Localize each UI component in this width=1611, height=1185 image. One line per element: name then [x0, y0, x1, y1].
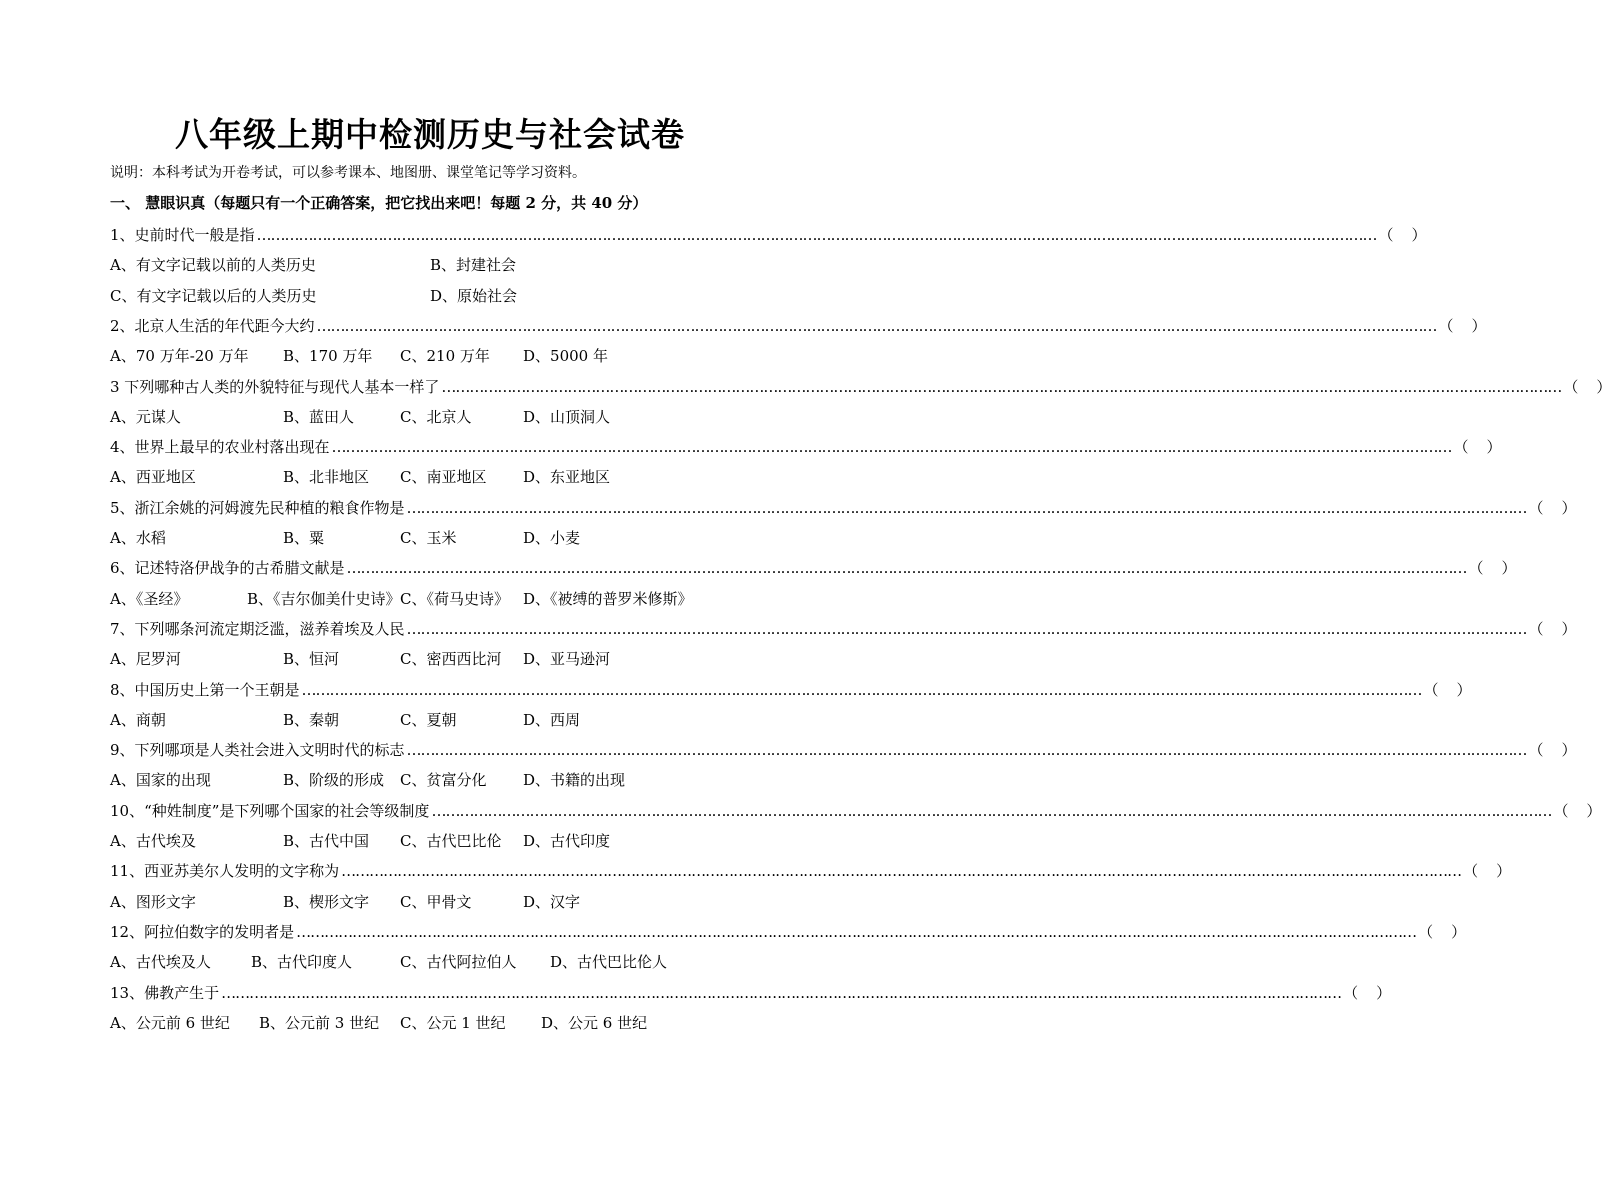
question-stem: [110, 557, 1517, 579]
answer-option: B、古代中国: [283, 832, 370, 850]
answer-option: B、170 万年: [283, 347, 373, 366]
answer-option: D、古代印度: [523, 832, 611, 850]
leader-dots: ……………………………………………………………………………………………………………………………………………………………………………………………………………………: [346, 559, 1467, 578]
answer-option: D、山顶洞人: [523, 407, 611, 426]
leader-dots: ……………………………………………………………………………………………………………………………………………………………………………………………………………………: [406, 619, 1527, 638]
answer-option: B、北非地区: [283, 468, 370, 487]
question-text: 8、中国历史上第一个王朝是: [110, 680, 300, 699]
leader-dots: ……………………………………………………………………………………………………………………………………………………………………………………………………………………: [331, 438, 1452, 457]
answer-option: B、封建社会: [430, 256, 517, 275]
answer-option: A、尼罗河: [110, 650, 181, 669]
question-stem: [110, 800, 1602, 822]
answer-option: A、水稻: [110, 529, 166, 547]
answer-option: A、商朝: [110, 710, 166, 729]
answer-option: D、原始社会: [430, 286, 518, 305]
answer-blank[interactable]: （ ）: [1563, 377, 1611, 396]
question-stem: [110, 860, 1512, 882]
answer-option: A、西亚地区: [110, 468, 196, 487]
question-stem: [110, 497, 1577, 519]
answer-option: B、蓝田人: [283, 407, 355, 426]
answer-option: B、《吉尔伽美什史诗》: [247, 589, 401, 608]
answer-option: B、楔形文字: [283, 892, 370, 911]
answer-blank[interactable]: （ ）: [1468, 559, 1517, 578]
answer-option: B、秦朝: [283, 710, 340, 729]
question-text: 10、“种姓制度”是下列哪个国家的社会等级制度: [110, 801, 430, 820]
section-heading: 一、 慧眼识真（每题只有一个正确答案，把它找出来吧！每题 2 分，共 40 分）: [110, 194, 648, 212]
question-stem: [110, 679, 1472, 701]
answer-option: B、古代印度人: [251, 953, 353, 972]
answer-option: B、恒河: [283, 650, 340, 669]
leader-dots: ……………………………………………………………………………………………………………………………………………………………………………………………………………………: [256, 226, 1377, 244]
answer-option: D、汉字: [523, 892, 581, 911]
leader-dots: ……………………………………………………………………………………………………………………………………………………………………………………………………………………: [431, 801, 1552, 820]
answer-option: D、亚马逊河: [523, 650, 611, 669]
answer-option: C、有文字记载以后的人类历史: [110, 286, 317, 305]
answer-blank[interactable]: （ ）: [1528, 619, 1577, 638]
answer-option: C、古代阿拉伯人: [400, 953, 517, 972]
leader-dots: ……………………………………………………………………………………………………………………………………………………………………………………………………………………: [296, 922, 1417, 941]
answer-option: C、贫富分化: [400, 771, 487, 790]
answer-option: A、公元前 6 世纪: [110, 1013, 230, 1032]
answer-option: A、古代埃及人: [110, 953, 211, 972]
question-text: 3 下列哪种古人类的外貌特征与现代人基本一样了: [110, 377, 440, 396]
answer-option: A、古代埃及: [110, 832, 196, 850]
answer-option: C、南亚地区: [400, 468, 487, 487]
answer-blank[interactable]: （ ）: [1553, 801, 1602, 820]
answer-blank[interactable]: （ ）: [1418, 922, 1467, 941]
question-text: 5、浙江余姚的河姆渡先民种植的粮食作物是: [110, 498, 405, 517]
answer-blank[interactable]: （ ）: [1463, 862, 1512, 881]
answer-option: D、西周: [523, 710, 581, 729]
question-stem: [110, 921, 1467, 943]
answer-option: B、公元前 3 世纪: [259, 1013, 380, 1032]
question-stem: [110, 224, 1427, 246]
answer-option: D、5000 年: [523, 347, 608, 366]
answer-option: A、元谋人: [110, 407, 181, 426]
question-stem: [110, 315, 1487, 337]
leader-dots: ……………………………………………………………………………………………………………………………………………………………………………………………………………………: [406, 741, 1527, 760]
question-text: 6、记述特洛伊战争的古希腊文献是: [110, 559, 345, 578]
question-text: 12、阿拉伯数字的发明者是: [110, 922, 295, 941]
answer-option: D、东亚地区: [523, 468, 611, 487]
question-stem: [110, 436, 1502, 458]
answer-option: A、《圣经》: [110, 589, 189, 608]
leader-dots: ……………………………………………………………………………………………………………………………………………………………………………………………………………………: [441, 377, 1562, 396]
leader-dots: ……………………………………………………………………………………………………………………………………………………………………………………………………………………: [406, 498, 1527, 517]
question-text: 11、西亚苏美尔人发明的文字称为: [110, 862, 340, 881]
leader-dots: ……………………………………………………………………………………………………………………………………………………………………………………………………………………: [221, 983, 1342, 1002]
exam-instructions: 说明：本科考试为开卷考试，可以参考课本、地图册、课堂笔记等学习资料。: [110, 165, 586, 181]
answer-blank[interactable]: （ ）: [1343, 983, 1392, 1002]
answer-option: C、210 万年: [400, 347, 490, 366]
answer-option: C、古代巴比伦: [400, 832, 502, 850]
answer-option: B、阶级的形成: [283, 771, 385, 790]
question-text: 4、世界上最早的农业村落出现在: [110, 438, 330, 457]
question-stem: [110, 618, 1577, 640]
answer-option: D、公元 6 世纪: [541, 1013, 648, 1032]
question-text: 13、佛教产生于: [110, 983, 220, 1002]
answer-blank[interactable]: （ ）: [1378, 226, 1427, 244]
answer-option: C、《荷马史诗》: [400, 589, 509, 608]
answer-option: A、70 万年-20 万年: [110, 347, 249, 366]
question-text: 9、下列哪项是人类社会进入文明时代的标志: [110, 741, 405, 760]
page-title: 八年级上期中检测历史与社会试卷: [175, 115, 685, 154]
answer-blank[interactable]: （ ）: [1453, 438, 1502, 457]
answer-option: C、北京人: [400, 407, 472, 426]
answer-option: D、古代巴比伦人: [550, 953, 668, 972]
leader-dots: ……………………………………………………………………………………………………………………………………………………………………………………………………………………: [341, 862, 1462, 881]
question-text: 2、北京人生活的年代距今大约: [110, 316, 315, 335]
leader-dots: ……………………………………………………………………………………………………………………………………………………………………………………………………………………: [316, 316, 1437, 335]
answer-option: C、甲骨文: [400, 892, 472, 911]
answer-option: A、国家的出现: [110, 771, 211, 790]
answer-option: A、图形文字: [110, 892, 196, 911]
answer-option: D、书籍的出现: [523, 771, 626, 790]
answer-option: C、玉米: [400, 529, 457, 547]
question-stem: [110, 982, 1392, 1004]
answer-option: D、小麦: [523, 529, 581, 547]
answer-blank[interactable]: （ ）: [1528, 741, 1577, 760]
answer-option: A、有文字记载以前的人类历史: [110, 256, 316, 275]
question-stem: [110, 739, 1577, 761]
answer-option: C、密西西比河: [400, 650, 502, 669]
question-text: 1、史前时代一般是指: [110, 226, 255, 244]
answer-option: C、夏朝: [400, 710, 457, 729]
answer-blank[interactable]: （ ）: [1528, 498, 1577, 517]
question-text: 7、下列哪条河流定期泛滥，滋养着埃及人民: [110, 619, 405, 638]
answer-blank[interactable]: （ ）: [1423, 680, 1472, 699]
question-stem: [110, 376, 1611, 398]
answer-option: B、粟: [283, 529, 325, 547]
answer-blank[interactable]: （ ）: [1438, 316, 1487, 335]
answer-option: D、《被缚的普罗米修斯》: [523, 589, 693, 608]
answer-option: C、公元 1 世纪: [400, 1013, 506, 1032]
leader-dots: ……………………………………………………………………………………………………………………………………………………………………………………………………………………: [301, 680, 1422, 699]
